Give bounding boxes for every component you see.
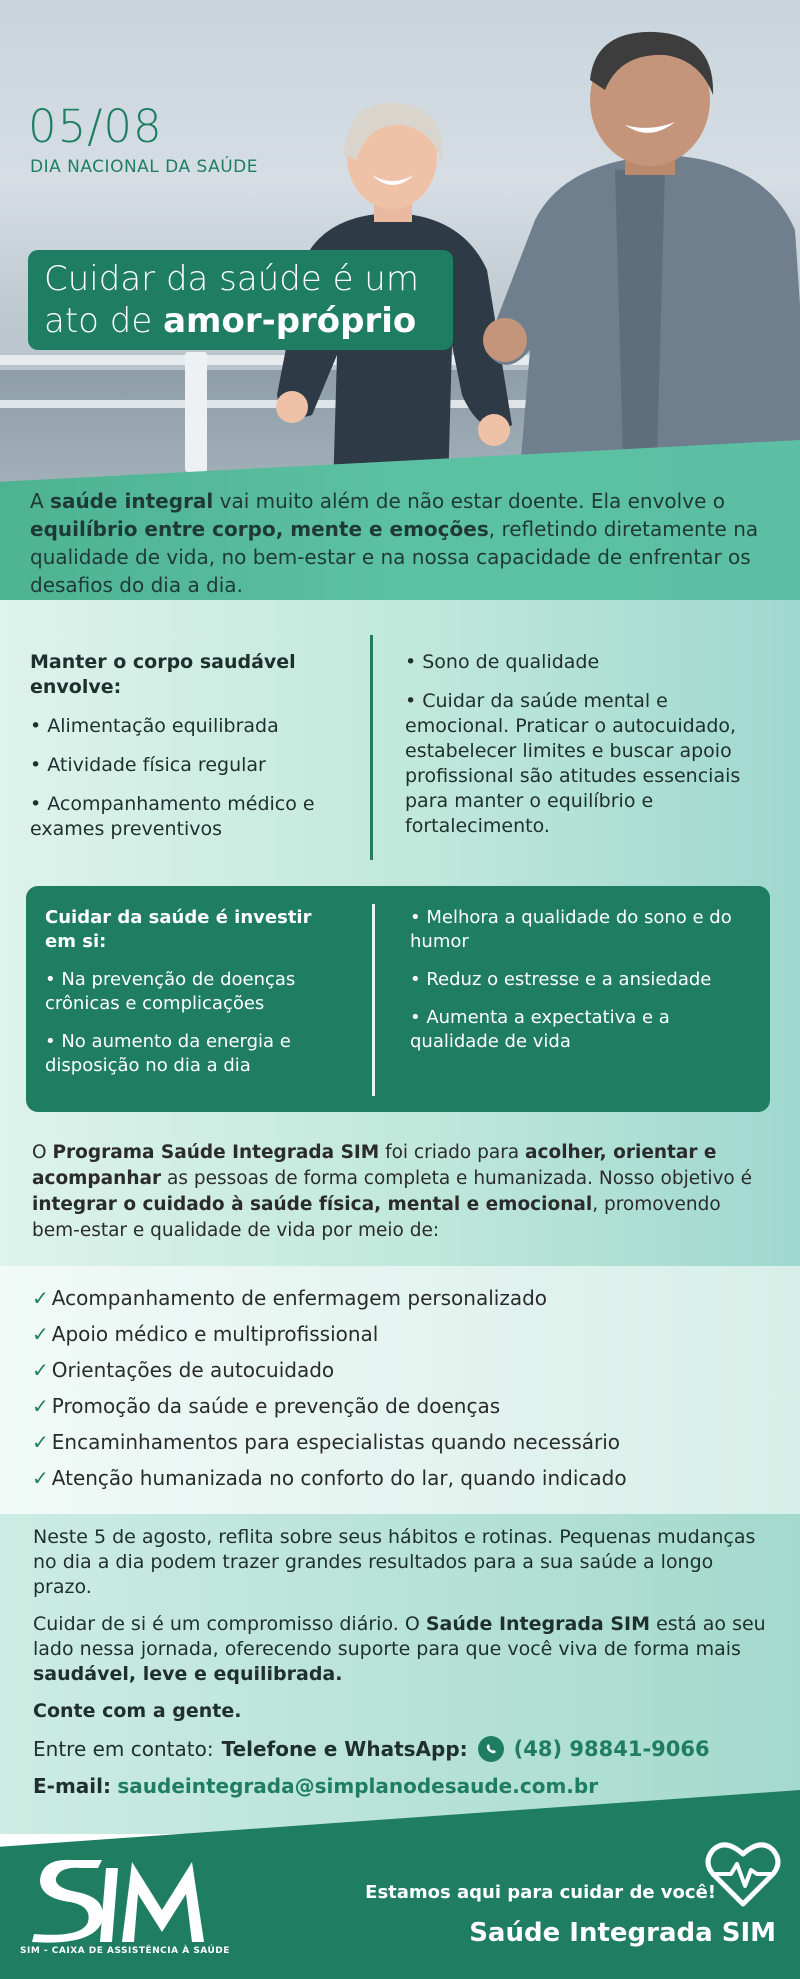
list-item	[32, 1352, 772, 1388]
closing-p2-t1: Cuidar de si é um compromisso diário. O	[33, 1613, 420, 1635]
contact-label: Entre em contato:	[33, 1736, 214, 1761]
headline-bold: amor-próprio	[163, 301, 417, 341]
contact-channel: Telefone e WhatsApp:	[221, 1736, 468, 1761]
checklist-text: Atenção humanizada no conforto do lar, quando indicado	[51, 1466, 627, 1490]
email-label: E-mail:	[33, 1774, 112, 1798]
intro-b2: equilíbrio entre corpo, mente e emoções	[30, 517, 489, 541]
intro-t1: A	[30, 489, 44, 513]
intro-paragraph	[30, 487, 780, 599]
list-item	[32, 1280, 772, 1316]
list-item	[32, 1424, 772, 1460]
headline-prefix: ato de	[44, 301, 153, 341]
invest-divider	[372, 904, 375, 1096]
list-item: • Na prevenção de doenças crônicas e complicações	[45, 969, 296, 1014]
headline-line1: Cuidar da saúde é um	[44, 259, 419, 299]
list-item: • Sono de qualidade	[405, 651, 600, 673]
intro-t2: vai muito além de não estar doente. Ela envolve o	[219, 489, 725, 513]
program-t4: , promovendo bem-estar e qualidade de vida por meio de:	[32, 1194, 721, 1241]
body-left-column	[30, 650, 350, 856]
list-item	[32, 1388, 772, 1424]
checklist-text: Encaminhamentos para especialistas quando necessário	[51, 1430, 621, 1454]
checklist	[32, 1280, 772, 1496]
list-item: • Reduz o estresse e a ansiedade	[410, 969, 712, 990]
count-on-us	[33, 1699, 778, 1724]
program-t2: foi criado para	[385, 1142, 520, 1163]
closing-paragraph-2	[33, 1612, 778, 1687]
closing-p2-b2: saudável, leve e equilibrada.	[33, 1663, 343, 1685]
closing-p2-b1: Saúde Integrada SIM	[425, 1613, 651, 1635]
closing-section	[33, 1525, 778, 1799]
heart-pulse-icon	[705, 1838, 781, 1908]
checklist-text: Orientações de autocuidado	[51, 1358, 335, 1382]
phone-link[interactable]: (48) 98841-9066	[513, 1736, 710, 1761]
headline-line2	[44, 300, 437, 342]
list-item: • Melhora a qualidade do sono e do humor	[410, 907, 732, 952]
railing-post	[185, 352, 207, 472]
contact-line	[33, 1736, 778, 1762]
checklist-text: Promoção da saúde e prevenção de doenças	[51, 1394, 501, 1418]
program-b2: acolher, orientar e acompanhar	[32, 1142, 717, 1189]
logo-caption: SIM - CAIXA DE ASSISTÊNCIA À SAÚDE	[20, 1946, 230, 1956]
body-right-column	[405, 650, 775, 853]
check-icon: ✓	[32, 1358, 49, 1382]
footer-tagline: Estamos aqui para cuidar de você!	[365, 1882, 716, 1903]
email-link[interactable]: saudeintegrada@simplanodesaude.com.br	[117, 1774, 599, 1798]
list-item: • No aumento da energia e disposição no dia a dia	[45, 1031, 291, 1076]
count-on-us-text: Conte com a gente.	[33, 1700, 242, 1722]
check-icon: ✓	[32, 1394, 49, 1418]
hero-date: 05/08	[28, 100, 163, 153]
footer-brand: Saúde Integrada SIM	[469, 1918, 776, 1948]
list-item: • Cuidar da saúde mental e emocional. Praticar o autocuidado, estabelecer limites e buscar apoio profissional são atitudes essenciais para manter o equilíbrio e fortalecimento.	[405, 690, 741, 837]
check-icon: ✓	[32, 1322, 49, 1346]
hero-headline	[28, 250, 453, 350]
sim-logo	[22, 1850, 212, 1950]
closing-paragraph-1: Neste 5 de agosto, reflita sobre seus hábitos e rotinas. Pequenas mudanças no dia a dia podem trazer grandes resultados para a sua saúde a longo prazo.	[33, 1526, 756, 1598]
check-icon: ✓	[32, 1430, 49, 1454]
check-icon: ✓	[32, 1286, 49, 1310]
list-item: • Atividade física regular	[30, 754, 266, 776]
program-t3: as pessoas de forma completa e humanizada. Nosso objetivo é	[167, 1168, 753, 1189]
list-item: • Acompanhamento médico e exames preventivos	[30, 793, 315, 840]
invest-right-column	[410, 906, 750, 1068]
list-item	[32, 1316, 772, 1352]
body-heading: Manter o corpo saudável envolve:	[30, 651, 296, 698]
whatsapp-icon	[478, 1736, 504, 1762]
closing-p2-t2: está ao seu lado nessa jornada, oferecendo suporte para que você viva de forma mais	[33, 1613, 766, 1660]
invest-left-column	[45, 906, 345, 1092]
invest-heading: Cuidar da saúde é investir em si:	[45, 907, 312, 952]
program-b1: Programa Saúde Integrada SIM	[52, 1142, 380, 1163]
email-line	[33, 1774, 778, 1799]
column-divider	[370, 635, 373, 860]
hero-photo	[0, 0, 800, 520]
intro-t3: , refletindo diretamente na qualidade de vida, no bem-estar e na nossa capacidade de enfrentar os desafios do dia a dia.	[30, 517, 759, 597]
program-paragraph	[32, 1140, 772, 1244]
program-t1: O	[32, 1142, 47, 1163]
checklist-text: Apoio médico e multiprofissional	[51, 1322, 379, 1346]
check-icon: ✓	[32, 1466, 49, 1490]
list-item: • Aumenta a expectativa e a qualidade de vida	[410, 1007, 670, 1052]
list-item	[32, 1460, 772, 1496]
hero-subtitle: DIA NACIONAL DA SAÚDE	[30, 157, 259, 177]
program-b3: integrar o cuidado à saúde física, mental e emocional	[32, 1194, 593, 1215]
intro-b1: saúde integral	[50, 489, 214, 513]
list-item: • Alimentação equilibrada	[30, 715, 279, 737]
checklist-text: Acompanhamento de enfermagem personalizado	[51, 1286, 548, 1310]
